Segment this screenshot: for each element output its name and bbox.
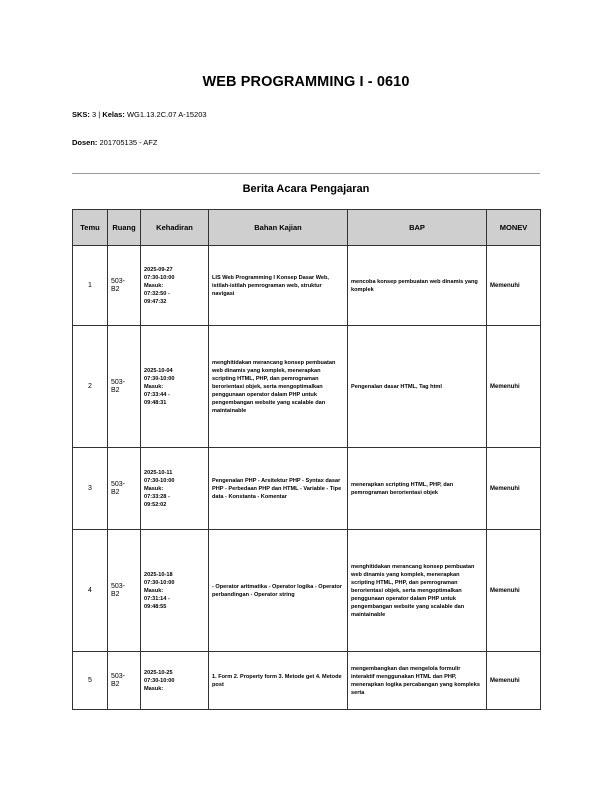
ruang-line: 503- xyxy=(111,582,126,590)
kehadiran-line: 09:52:02 xyxy=(144,501,167,508)
cell-kehadiran xyxy=(141,246,209,326)
kelas-value: WG1.13.2C.07 A-15203 xyxy=(126,110,207,119)
sks-value: 3 xyxy=(92,110,97,119)
ruang-line: B2 xyxy=(111,386,120,394)
cell-monev: Memenuhi xyxy=(487,326,541,448)
kehadiran-line: Masuk: xyxy=(144,383,164,390)
cell-ruang xyxy=(108,448,141,530)
cell-bap: mengembangkan dan mengelola formulir interaktif menggunakan HTML dan PHP, menerapkan logika percabangan yang kompleks serta xyxy=(348,652,487,710)
header-temu: Temu xyxy=(73,210,108,246)
table-row xyxy=(73,652,541,710)
cell-kehadiran xyxy=(141,530,209,652)
kehadiran-line: 2025-10-11 xyxy=(144,469,173,476)
kehadiran-line: 2025-10-04 xyxy=(144,367,173,374)
cell-ruang xyxy=(108,530,141,652)
cell-ruang xyxy=(108,246,141,326)
ruang-line: 503- xyxy=(111,378,126,386)
ruang-line: B2 xyxy=(111,488,120,496)
header-monev: MONEV xyxy=(487,210,541,246)
cell-bahan-kajian: 1. Form 2. Property form 3. Metode get 4. Metode post xyxy=(209,652,348,710)
course-title: WEB PROGRAMMING I - 0610 xyxy=(202,74,410,90)
cell-kehadiran xyxy=(141,448,209,530)
kehadiran-line: Masuk: xyxy=(144,282,164,289)
kehadiran-line: 07:30-10:00 xyxy=(144,677,175,684)
table-row xyxy=(73,530,541,652)
cell-temu: 5 xyxy=(73,652,108,710)
kehadiran-line: 07:30-10:00 xyxy=(144,579,175,586)
kelas-label: Kelas: xyxy=(102,110,125,119)
cell-bahan-kajian: - Operator aritmatika - Operator logika - Operator perbandingan - Operator string xyxy=(209,530,348,652)
cell-kehadiran xyxy=(141,326,209,448)
cell-bahan-kajian: menghitidakan merancang konsep pembuatan web dinamis yang komplek, menerapkan scripting HTML, PHP, dan pemrograman berorientasi objek, serta mengoptimalkan penggunaan operator dalam PHP untuk pengembangan website yang scalable dan maintainable xyxy=(209,326,348,448)
sks-label: SKS: xyxy=(72,110,90,119)
separator: | xyxy=(98,110,101,119)
kehadiran-line: 07:33:44 - xyxy=(144,391,170,398)
header-kehadiran: Kehadiran xyxy=(141,210,209,246)
ruang-line: B2 xyxy=(111,285,120,293)
dosen-value: 201705135 - AFZ xyxy=(99,138,158,147)
section-title: Berita Acara Pengajaran xyxy=(242,183,370,195)
course-info xyxy=(72,110,207,119)
header-bahan-kajian: Bahan Kajian xyxy=(209,210,348,246)
kehadiran-line: 07:32:50 - xyxy=(144,290,170,297)
header-bap: BAP xyxy=(348,210,487,246)
kehadiran-line: 2025-10-18 xyxy=(144,571,173,578)
kehadiran-line: 07:30-10:00 xyxy=(144,477,175,484)
kehadiran-line: 2025-09-27 xyxy=(144,266,173,273)
kehadiran-line: Masuk: xyxy=(144,587,164,594)
table-row xyxy=(73,448,541,530)
ruang-line: 503- xyxy=(111,480,126,488)
cell-temu: 1 xyxy=(73,246,108,326)
cell-monev: Memenuhi xyxy=(487,652,541,710)
ruang-line: B2 xyxy=(111,680,120,688)
cell-kehadiran xyxy=(141,652,209,710)
cell-bahan-kajian: Pengenalan PHP - Arsitektur PHP - Syntax dasar PHP - Perbedaan PHP dan HTML - Variable - Tipe data - Konstanta - Komentar xyxy=(209,448,348,530)
header-ruang: Ruang xyxy=(108,210,141,246)
cell-monev: Memenuhi xyxy=(487,246,541,326)
divider xyxy=(72,173,540,174)
lecturer-info xyxy=(72,138,157,147)
table-row xyxy=(73,246,541,326)
kehadiran-line: 09:48:31 xyxy=(144,399,167,406)
cell-ruang xyxy=(108,326,141,448)
cell-bahan-kajian: LIS Web Programming I Konsep Dasar Web, istilah-istilah pemrograman web, struktur navigasi xyxy=(209,246,348,326)
table-header-row xyxy=(73,210,541,246)
cell-ruang xyxy=(108,652,141,710)
cell-bap: menerapkan scripting HTML, PHP, dan pemrograman berorientasi objek xyxy=(348,448,487,530)
cell-temu: 4 xyxy=(73,530,108,652)
kehadiran-line: Masuk: xyxy=(144,485,164,492)
cell-bap: mencoba konsep pembuatan web dinamis yang komplek xyxy=(348,246,487,326)
cell-bap: menghitidakan merancang konsep pembuatan web dinamis yang komplek, menerapkan scripting HTML, PHP, dan pemrograman berorientasi objek, serta mengoptimalkan penggunaan operator dalam PHP untuk pengembangan website yang scalable dan maintainable xyxy=(348,530,487,652)
ruang-line: 503- xyxy=(111,672,126,680)
kehadiran-line: 2025-10-25 xyxy=(144,669,173,676)
table-row xyxy=(73,326,541,448)
cell-temu: 3 xyxy=(73,448,108,530)
ruang-line: 503- xyxy=(111,277,126,285)
ruang-line: B2 xyxy=(111,590,120,598)
cell-monev: Memenuhi xyxy=(487,530,541,652)
kehadiran-line: 07:31:14 - xyxy=(144,595,170,602)
kehadiran-line: 07:30-10:00 xyxy=(144,274,175,281)
kehadiran-line: 09:48:55 xyxy=(144,603,167,610)
cell-temu: 2 xyxy=(73,326,108,448)
kehadiran-line: 07:33:28 - xyxy=(144,493,170,500)
kehadiran-line: Masuk: xyxy=(144,685,164,692)
dosen-label: Dosen: xyxy=(72,138,98,147)
cell-monev: Memenuhi xyxy=(487,448,541,530)
teaching-report-table xyxy=(72,209,541,710)
kehadiran-line: 07:30-10:00 xyxy=(144,375,175,382)
kehadiran-line: 09:47:32 xyxy=(144,298,167,305)
cell-bap: Pengenalan dasar HTML, Tag html xyxy=(348,326,487,448)
